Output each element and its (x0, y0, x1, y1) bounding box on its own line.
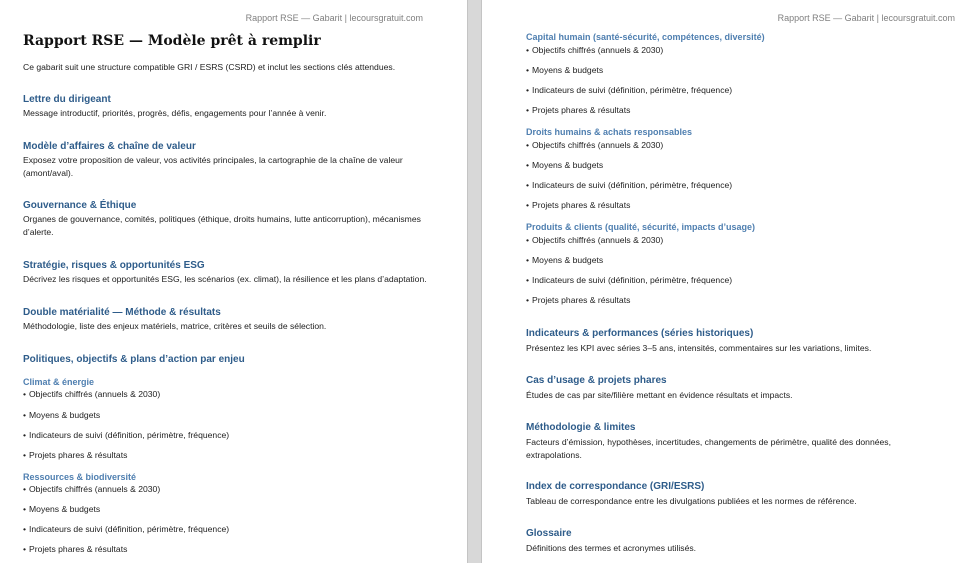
bullet-item: • Objectifs chiffrés (annuels & 2030) (23, 484, 161, 494)
intro-text: Ce gabarit suit une structure compatible GRI / ESRS (CSRD) et inclut les sections clés attendues. (23, 62, 396, 72)
subsection-heading: Capital humain (santé-sécurité, compétences, diversité) (526, 32, 765, 42)
section-text: Méthodologie, liste des enjeux matériels, matrice, critères et seuils de sélection. (23, 321, 327, 331)
bullet-item: • Indicateurs de suivi (définition, périmètre, fréquence) (23, 430, 230, 440)
document-title: Rapport RSE — Modèle prêt à remplir (23, 33, 321, 49)
section-heading: Méthodologie & limites (526, 422, 636, 433)
section-heading: Index de correspondance (GRI/ESRS) (526, 481, 705, 492)
section-text: Tableau de correspondance entre les divulgations publiées et les normes de référence. (526, 496, 857, 506)
subsection-heading: Climat & énergie (23, 377, 95, 387)
section-heading: Stratégie, risques & opportunités ESG (23, 260, 205, 271)
document-page-left (0, 0, 467, 563)
page-header: Rapport RSE — Gabarit | lecoursgratuit.com (245, 13, 423, 23)
bullet-item: • Projets phares & résultats (526, 200, 631, 210)
section-text: Présentez les KPI avec séries 3–5 ans, intensités, commentaires sur les variations, limites. (526, 343, 872, 353)
section-text: Définitions des termes et acronymes utilisés. (526, 543, 697, 553)
bullet-item: • Indicateurs de suivi (définition, périmètre, fréquence) (526, 275, 733, 285)
bullet-item: • Moyens & budgets (526, 255, 604, 265)
section-text: Études de cas par site/filière mettant en évidence résultats et impacts. (526, 390, 793, 400)
subsection-heading: Produits & clients (qualité, sécurité, impacts d’usage) (526, 222, 756, 232)
bullet-item: • Objectifs chiffrés (annuels & 2030) (526, 45, 664, 55)
section-text: Exposez votre proposition de valeur, vos activités principales, la cartographie de la chaîne de valeur (amont/aval). (23, 155, 403, 178)
section-heading: Glossaire (526, 528, 572, 539)
bullet-item: • Projets phares & résultats (23, 544, 128, 554)
section-heading: Indicateurs & performances (séries historiques) (526, 328, 754, 339)
page-header: Rapport RSE — Gabarit | lecoursgratuit.com (777, 13, 955, 23)
bullet-item: • Indicateurs de suivi (définition, périmètre, fréquence) (526, 85, 733, 95)
section-heading: Modèle d’affaires & chaîne de valeur (23, 141, 196, 152)
section-text: Facteurs d’émission, hypothèses, incertitudes, changements de périmètre, qualité des données, extrapolations. (526, 437, 891, 460)
bullet-item: • Indicateurs de suivi (définition, périmètre, fréquence) (526, 180, 733, 190)
page-gutter (467, 0, 482, 563)
subsection-heading: Droits humains & achats responsables (526, 127, 693, 137)
bullet-item: • Projets phares & résultats (526, 105, 631, 115)
subsection-heading: Ressources & biodiversité (23, 472, 137, 482)
section-heading: Lettre du dirigeant (23, 94, 111, 105)
bullet-item: • Moyens & budgets (526, 65, 604, 75)
section-text: Décrivez les risques et opportunités ESG, les scénarios (ex. climat), la résilience et les plans d’adaptation. (23, 274, 427, 284)
bullet-item: • Objectifs chiffrés (annuels & 2030) (526, 235, 664, 245)
bullet-item: • Moyens & budgets (23, 410, 101, 420)
section-heading: Double matérialité — Méthode & résultats (23, 307, 221, 318)
bullet-item: • Moyens & budgets (526, 160, 604, 170)
section-heading: Gouvernance & Éthique (23, 200, 137, 211)
section-heading: Cas d’usage & projets phares (526, 375, 667, 386)
document-page-right (482, 0, 957, 563)
bullet-item: • Indicateurs de suivi (définition, périmètre, fréquence) (23, 524, 230, 534)
section-text: Message introductif, priorités, progrès, défis, engagements pour l’année à venir. (23, 108, 327, 118)
section-heading: Politiques, objectifs & plans d’action par enjeu (23, 354, 245, 365)
bullet-item: • Objectifs chiffrés (annuels & 2030) (23, 389, 161, 399)
bullet-item: • Projets phares & résultats (526, 295, 631, 305)
bullet-item: • Objectifs chiffrés (annuels & 2030) (526, 140, 664, 150)
bullet-item: • Projets phares & résultats (23, 450, 128, 460)
bullet-item: • Moyens & budgets (23, 504, 101, 514)
section-text: Organes de gouvernance, comités, politiques (éthique, droits humains, lutte anticorruption), mécanismes d’alerte. (23, 214, 421, 237)
